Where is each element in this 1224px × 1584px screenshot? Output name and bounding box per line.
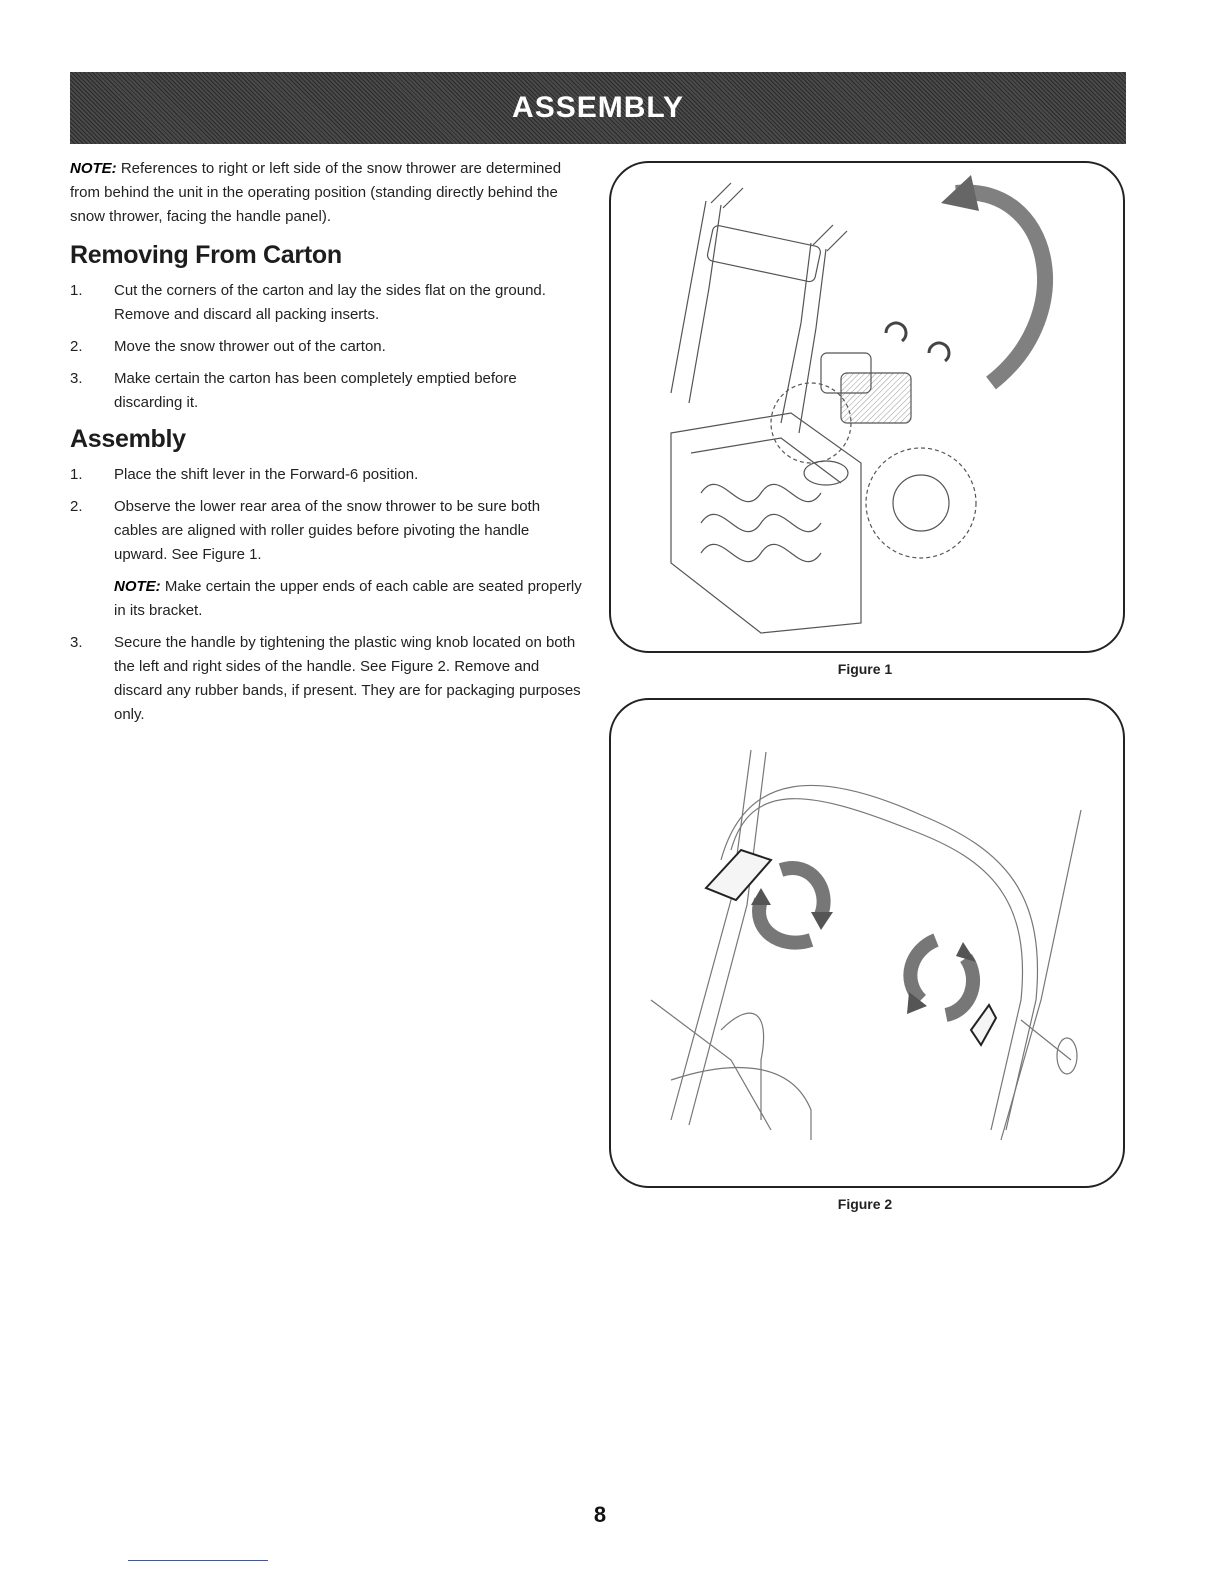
wing-knob-drawing [611, 700, 1123, 1186]
note-text: Make certain the upper ends of each cable are seated properly in its bracket. [114, 578, 582, 619]
step-text: Move the snow thrower out of the carton. [114, 338, 386, 355]
figure-1-illustration [609, 161, 1125, 653]
text-column [70, 157, 585, 735]
note-label: NOTE: [114, 578, 161, 595]
section-banner [70, 72, 1126, 144]
figure-2-caption: Figure 2 [837, 1196, 893, 1212]
figure-1-caption: Figure 1 [837, 661, 893, 677]
step-text: Make certain the carton has been completely emptied before discarding it. [114, 370, 517, 411]
removing-heading: Removing From Carton [70, 241, 342, 269]
step-number: 3. [70, 370, 83, 387]
assembly-steps-continued [70, 631, 585, 727]
step-number: 1. [70, 282, 83, 299]
list-item [70, 495, 585, 567]
assembly-steps [70, 463, 585, 567]
assembly-note [114, 575, 585, 623]
step-number: 1. [70, 466, 83, 483]
list-item [70, 279, 585, 327]
list-item [70, 335, 585, 359]
list-item [70, 367, 585, 415]
intro-note [70, 157, 585, 229]
step-text: Observe the lower rear area of the snow thrower to be sure both cables are aligned with roller guides before pivoting the handle upward. See Figure 1. [114, 498, 541, 563]
snow-thrower-drawing [611, 163, 1123, 651]
figure-2-illustration [609, 698, 1125, 1188]
step-text: Cut the corners of the carton and lay the sides flat on the ground. Remove and discard all packing inserts. [114, 282, 546, 323]
note-label: NOTE: [70, 160, 117, 177]
step-text: Place the shift lever in the Forward-6 position. [114, 466, 419, 483]
step-number: 2. [70, 498, 83, 515]
note-text: References to right or left side of the snow thrower are determined from behind the unit in the operating position (standing directly behind the snow thrower, facing the handle panel). [70, 160, 562, 225]
assembly-heading: Assembly [70, 425, 186, 453]
footer-divider [128, 1560, 268, 1561]
list-item [70, 463, 585, 487]
step-number: 2. [70, 338, 83, 355]
step-number: 3. [70, 634, 83, 651]
section-title: ASSEMBLY [512, 91, 684, 124]
step-text: Secure the handle by tightening the plastic wing knob located on both the left and right sides of the handle. See Figure 2. Remove and discard any rubber bands, if present. They are for packaging purposes only. [114, 634, 581, 723]
list-item [70, 631, 585, 727]
removing-steps [70, 279, 585, 415]
page-number: 8 [593, 1502, 607, 1527]
